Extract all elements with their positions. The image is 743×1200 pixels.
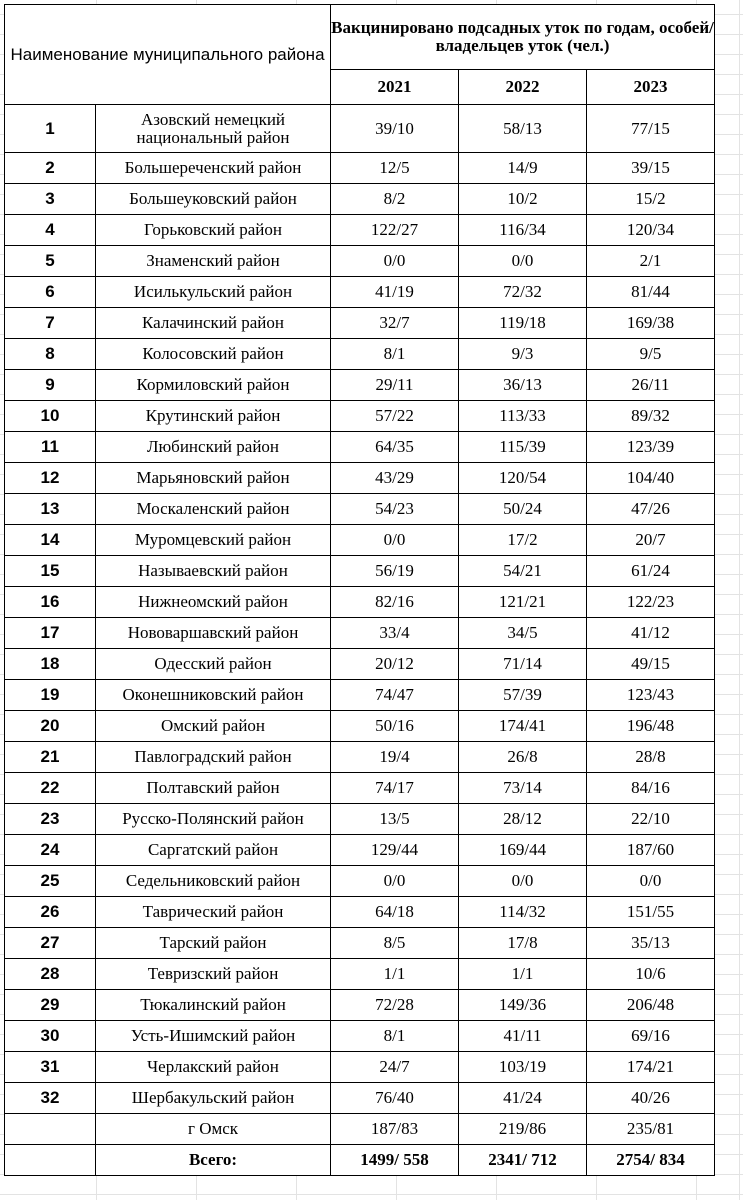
row-number: 27 [5,928,96,959]
table-row [5,432,715,463]
table-row [5,215,715,246]
district-name: Таврический район [96,897,331,928]
value-2021: 82/16 [331,587,459,618]
value-2022: 121/21 [459,587,587,618]
value-2022: 14/9 [459,153,587,184]
row-number: 15 [5,556,96,587]
district-name: Москаленский район [96,494,331,525]
value-2022: 149/36 [459,990,587,1021]
value-2022: 57/39 [459,680,587,711]
vaccinated-group-header: Вакцинировано подсадных уток по годам, особей/владельцев уток (чел.) [331,5,715,70]
table-row [5,742,715,773]
value-2022: 103/19 [459,1052,587,1083]
district-name: Калачинский район [96,308,331,339]
value-2021: 33/4 [331,618,459,649]
value-2023: 26/11 [587,370,715,401]
row-number: 22 [5,773,96,804]
value-2022: 0/0 [459,866,587,897]
value-2023: 84/16 [587,773,715,804]
district-name: Любинский район [96,432,331,463]
table-row [5,990,715,1021]
table-row [5,680,715,711]
row-number: 13 [5,494,96,525]
total-row [5,1145,715,1176]
value-2022: 174/41 [459,711,587,742]
district-name: Большеуковский район [96,184,331,215]
table-row [5,773,715,804]
value-2021: 20/12 [331,649,459,680]
total-2022: 2341/ 712 [459,1145,587,1176]
row-number: 18 [5,649,96,680]
district-name: Оконешниковский район [96,680,331,711]
value-2022: 10/2 [459,184,587,215]
value-2021: 72/28 [331,990,459,1021]
value-2023: 39/15 [587,153,715,184]
table-row [5,277,715,308]
value-2022: 169/44 [459,835,587,866]
district-name: Называевский район [96,556,331,587]
row-number: 24 [5,835,96,866]
row-number: 12 [5,463,96,494]
value-2021: 8/1 [331,339,459,370]
table-row [5,1083,715,1114]
table-row [5,463,715,494]
value-2023: 174/21 [587,1052,715,1083]
row-number: 31 [5,1052,96,1083]
value-2022: 9/3 [459,339,587,370]
vaccination-table [4,4,715,1176]
district-name: Азовский немецкий национальный район [96,105,331,153]
value-2023: 10/6 [587,959,715,990]
value-2021: 13/5 [331,804,459,835]
district-name: Черлакский район [96,1052,331,1083]
value-2021: 8/1 [331,1021,459,1052]
value-2022: 114/32 [459,897,587,928]
value-2022: 41/11 [459,1021,587,1052]
value-2021: 74/17 [331,773,459,804]
table-row [5,618,715,649]
district-name: Саргатский район [96,835,331,866]
value-2023: 235/81 [587,1114,715,1145]
district-name: Кормиловский район [96,370,331,401]
table-row [5,1021,715,1052]
table-row [5,153,715,184]
value-2022: 72/32 [459,277,587,308]
total-2023: 2754/ 834 [587,1145,715,1176]
total-empty-cell [5,1145,96,1176]
district-name: Исилькульский район [96,277,331,308]
value-2022: 120/54 [459,463,587,494]
district-column-header: Наименование муниципального района [5,5,331,105]
row-number: 10 [5,401,96,432]
value-2022: 0/0 [459,246,587,277]
table-row [5,401,715,432]
value-2023: 22/10 [587,804,715,835]
row-number: 7 [5,308,96,339]
value-2021: 41/19 [331,277,459,308]
table-row [5,105,715,153]
row-number: 6 [5,277,96,308]
year-header-2021: 2021 [331,70,459,105]
value-2023: 2/1 [587,246,715,277]
value-2022: 17/2 [459,525,587,556]
value-2023: 120/34 [587,215,715,246]
table-row [5,804,715,835]
header-row-group [5,5,715,70]
value-2022: 1/1 [459,959,587,990]
row-number: 11 [5,432,96,463]
value-2023: 169/38 [587,308,715,339]
table-row [5,897,715,928]
value-2023: 206/48 [587,990,715,1021]
value-2023: 123/43 [587,680,715,711]
row-number: 1 [5,105,96,153]
total-2021: 1499/ 558 [331,1145,459,1176]
district-name: Тевризский район [96,959,331,990]
year-header-2022: 2022 [459,70,587,105]
value-2022: 58/13 [459,105,587,153]
district-name: Тарский район [96,928,331,959]
row-number: 23 [5,804,96,835]
table-row [5,184,715,215]
table-row [5,959,715,990]
district-name: Одесский район [96,649,331,680]
row-number: 28 [5,959,96,990]
value-2023: 20/7 [587,525,715,556]
value-2022: 41/24 [459,1083,587,1114]
value-2023: 28/8 [587,742,715,773]
row-number: 8 [5,339,96,370]
table-row [5,649,715,680]
value-2023: 61/24 [587,556,715,587]
table-row [5,308,715,339]
district-name: Усть-Ишимский район [96,1021,331,1052]
district-name: Седельниковский район [96,866,331,897]
row-number: 3 [5,184,96,215]
value-2022: 119/18 [459,308,587,339]
value-2023: 123/39 [587,432,715,463]
value-2023: 122/23 [587,587,715,618]
value-2021: 32/7 [331,308,459,339]
value-2021: 64/18 [331,897,459,928]
value-2021: 29/11 [331,370,459,401]
value-2023: 81/44 [587,277,715,308]
row-number: 19 [5,680,96,711]
value-2021: 0/0 [331,866,459,897]
table-row [5,587,715,618]
value-2023: 0/0 [587,866,715,897]
value-2022: 26/8 [459,742,587,773]
value-2021: 39/10 [331,105,459,153]
row-number: 30 [5,1021,96,1052]
value-2023: 41/12 [587,618,715,649]
value-2022: 116/34 [459,215,587,246]
district-name: Муромцевский район [96,525,331,556]
value-2021: 129/44 [331,835,459,866]
district-name: Знаменский район [96,246,331,277]
row-number: 9 [5,370,96,401]
value-2021: 8/2 [331,184,459,215]
value-2023: 89/32 [587,401,715,432]
value-2021: 19/4 [331,742,459,773]
value-2023: 47/26 [587,494,715,525]
table-row [5,556,715,587]
value-2022: 115/39 [459,432,587,463]
table-row [5,339,715,370]
value-2022: 34/5 [459,618,587,649]
district-name: Крутинский район [96,401,331,432]
value-2022: 54/21 [459,556,587,587]
table-row [5,928,715,959]
row-number: 16 [5,587,96,618]
value-2021: 0/0 [331,525,459,556]
district-name: Полтавский район [96,773,331,804]
value-2021: 74/47 [331,680,459,711]
table-row [5,711,715,742]
value-2021: 57/22 [331,401,459,432]
value-2023: 187/60 [587,835,715,866]
table-row [5,246,715,277]
district-name: Русско-Полянский район [96,804,331,835]
table-row [5,835,715,866]
value-2023: 40/26 [587,1083,715,1114]
value-2021: 54/23 [331,494,459,525]
value-2021: 50/16 [331,711,459,742]
value-2021: 187/83 [331,1114,459,1145]
row-number: 5 [5,246,96,277]
value-2021: 1/1 [331,959,459,990]
district-name: Шербакульский район [96,1083,331,1114]
district-name: Марьяновский район [96,463,331,494]
value-2022: 50/24 [459,494,587,525]
value-2021: 122/27 [331,215,459,246]
row-number: 32 [5,1083,96,1114]
district-name: Горьковский район [96,215,331,246]
district-name: Нововаршавский район [96,618,331,649]
row-number: 20 [5,711,96,742]
table-row [5,525,715,556]
district-name: Омский район [96,711,331,742]
value-2023: 151/55 [587,897,715,928]
value-2021: 64/35 [331,432,459,463]
value-2021: 56/19 [331,556,459,587]
value-2023: 49/15 [587,649,715,680]
district-name: г Омск [96,1114,331,1145]
row-number [5,1114,96,1145]
total-label: Всего: [96,1145,331,1176]
value-2022: 219/86 [459,1114,587,1145]
value-2023: 9/5 [587,339,715,370]
row-number: 14 [5,525,96,556]
table-row [5,866,715,897]
table-row [5,1114,715,1145]
value-2022: 71/14 [459,649,587,680]
value-2022: 17/8 [459,928,587,959]
row-number: 2 [5,153,96,184]
row-number: 4 [5,215,96,246]
district-name: Тюкалинский район [96,990,331,1021]
year-header-2023: 2023 [587,70,715,105]
row-number: 21 [5,742,96,773]
table-row [5,494,715,525]
value-2021: 0/0 [331,246,459,277]
value-2021: 76/40 [331,1083,459,1114]
row-number: 25 [5,866,96,897]
value-2023: 35/13 [587,928,715,959]
row-number: 26 [5,897,96,928]
district-name: Колосовский район [96,339,331,370]
value-2023: 104/40 [587,463,715,494]
table-row [5,1052,715,1083]
row-number: 29 [5,990,96,1021]
value-2023: 77/15 [587,105,715,153]
value-2023: 15/2 [587,184,715,215]
value-2021: 8/5 [331,928,459,959]
value-2021: 43/29 [331,463,459,494]
value-2021: 12/5 [331,153,459,184]
value-2023: 196/48 [587,711,715,742]
value-2023: 69/16 [587,1021,715,1052]
district-name: Нижнеомский район [96,587,331,618]
value-2022: 36/13 [459,370,587,401]
value-2022: 28/12 [459,804,587,835]
row-number: 17 [5,618,96,649]
value-2021: 24/7 [331,1052,459,1083]
value-2022: 73/14 [459,773,587,804]
value-2022: 113/33 [459,401,587,432]
district-name: Павлоградский район [96,742,331,773]
district-name: Большереченский район [96,153,331,184]
table-row [5,370,715,401]
